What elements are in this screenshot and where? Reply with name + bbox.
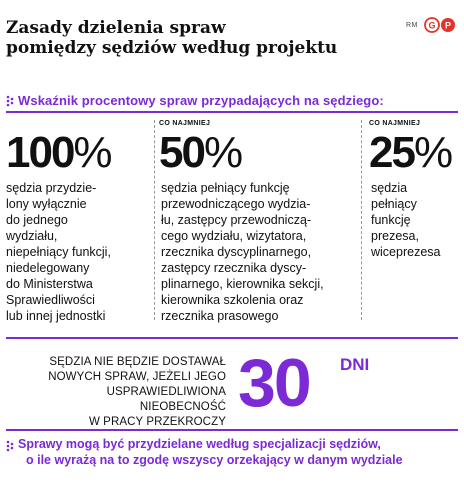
stat-value: [369, 128, 461, 177]
desc-line: łu, zastępcy przewodniczą-: [161, 213, 312, 227]
absence-rule-box: [6, 337, 458, 431]
desc-line: lub innej jednostki: [6, 309, 106, 323]
absence-rule-text: [26, 355, 226, 430]
gp-logo-icon: [424, 17, 458, 33]
stat-value: [6, 128, 156, 177]
desc-line: funkcję: [371, 213, 411, 227]
desc-line: prezesa,: [371, 229, 419, 243]
section-divider: [6, 111, 458, 113]
title-line-1: Zasady dzielenia spraw: [6, 18, 226, 38]
desc-line: lony wyłącznie: [6, 197, 87, 211]
stat-column-25: [369, 120, 461, 260]
desc-line: Sprawiedliwości: [6, 293, 95, 307]
footer-line-2: o ile wyrażą na to zgodę wszyscy orzekający w danym wydziale: [26, 453, 403, 467]
rule-line: NOWYCH SPRAW, JEŻELI JEGO: [48, 371, 226, 383]
absence-days-number: 30: [238, 345, 310, 421]
stat-description: [6, 180, 156, 324]
page-title: [6, 18, 386, 58]
desc-line: wiceprezesa: [371, 245, 441, 259]
desc-line: zastępcy rzecznika dyscy-: [161, 261, 307, 275]
rule-line: USPRAWIEDLIWIONA NIEOBECNOŚĆ: [106, 386, 226, 413]
stat-percent-sign: %: [73, 128, 111, 177]
desc-line: rzecznika prasowego: [161, 309, 279, 323]
desc-line: wydziału,: [6, 229, 58, 243]
rule-line: W PRACY PRZEKROCZY: [88, 416, 226, 428]
desc-line: pełniący: [371, 197, 417, 211]
desc-line: cego wydziału, wizytatora,: [161, 229, 307, 243]
absence-days-unit: DNI: [340, 355, 370, 374]
stat-prefix: CO NAJMNIEJ: [159, 120, 211, 127]
desc-line: kierownika szkolenia oraz: [161, 293, 304, 307]
desc-line: przewodniczącego wydzia-: [161, 197, 311, 211]
title-line-2: pomiędzy sędziów według projektu: [6, 38, 338, 58]
desc-line: do jednego: [6, 213, 68, 227]
stat-description: [159, 180, 359, 324]
bullet-dots-icon: [6, 440, 16, 452]
stat-number: 25: [369, 128, 414, 177]
stat-column-50: [159, 120, 359, 324]
desc-line: sędzia przydzie-: [6, 181, 97, 195]
footer-line-1: Sprawy mogą być przydzielane według specjalizacji sędziów,: [18, 437, 381, 451]
desc-line: rzecznika dyscyplinarnego,: [161, 245, 312, 259]
desc-line: niepełniący funkcji,: [6, 245, 111, 259]
stat-prefix: CO NAJMNIEJ: [369, 120, 421, 127]
stat-percent-sign: %: [413, 128, 452, 177]
desc-line: plinarnego, kierownika sekcji,: [161, 277, 324, 291]
bullet-dots-icon: [6, 95, 16, 107]
logo-letter-p: P: [444, 20, 452, 31]
desc-line: sędzia pełniący funkcję: [161, 181, 290, 195]
section-heading: [6, 93, 458, 109]
desc-line: niedelegowany: [6, 261, 90, 275]
column-divider-2: [361, 120, 362, 320]
footer-note-text: [18, 436, 403, 468]
stat-column-100: [6, 120, 156, 324]
logo-letter-g: G: [428, 20, 436, 31]
section-heading-text: Wskaźnik procentowy spraw przypadających na sędziego:: [18, 93, 384, 108]
stat-percent-sign: %: [203, 128, 242, 177]
stat-number: 100: [6, 128, 74, 177]
stat-value: [159, 128, 359, 177]
stat-description: [369, 180, 461, 260]
rule-line: SĘDZIA NIE BĘDZIE DOSTAWAŁ: [49, 356, 226, 368]
author-initials: RM: [406, 22, 418, 29]
desc-line: sędzia: [371, 181, 408, 195]
stat-number: 50: [159, 128, 204, 177]
desc-line: do Ministerstwa: [6, 277, 93, 291]
